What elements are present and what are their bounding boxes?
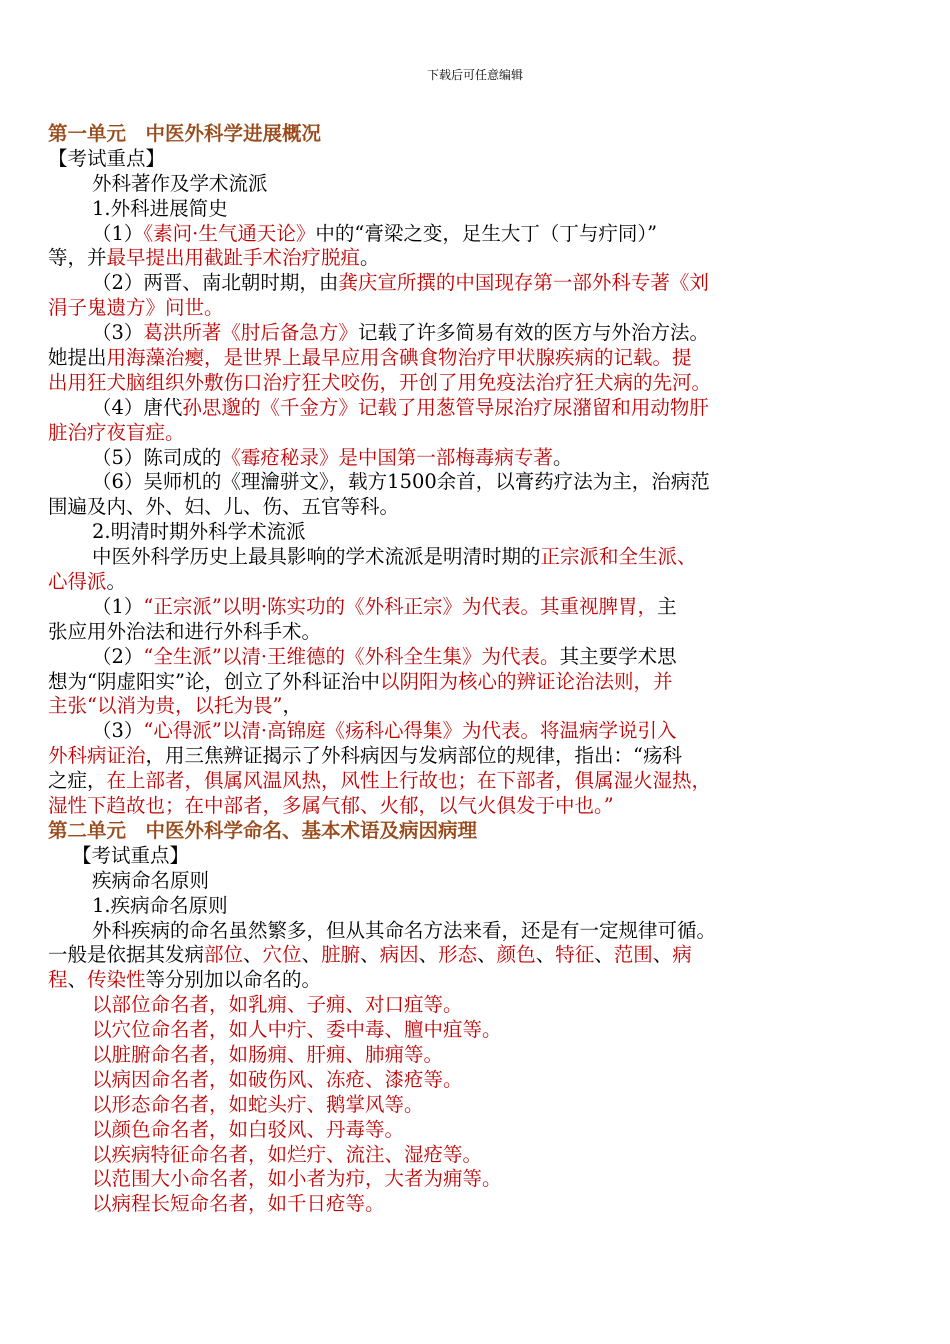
text-segment: 、 xyxy=(594,943,614,967)
text-segment: 、 xyxy=(535,943,556,967)
text-line xyxy=(48,670,848,695)
text-line xyxy=(48,844,848,869)
text-line xyxy=(48,943,848,968)
text-segment: （1） xyxy=(92,594,144,618)
text-segment: 孙思邈的《千金方》记载了用葱管导尿治疗尿潴留和用动物肝 xyxy=(182,395,709,419)
page-header: 下载后可任意编辑 xyxy=(426,68,523,82)
text-line xyxy=(48,694,848,719)
text-segment: 以部位命名者，如乳痈、子痈、对口疽等。 xyxy=(92,993,463,1017)
text-segment: 之症， xyxy=(48,769,107,793)
text-segment: 外科著作及学术流派 xyxy=(92,171,268,195)
text-segment: 、 xyxy=(652,943,673,967)
text-line xyxy=(48,769,848,794)
text-line xyxy=(48,197,848,222)
text-segment: ， xyxy=(282,694,302,718)
text-segment: 以穴位命名者，如人中疔、委中毒、膻中疽等。 xyxy=(92,1018,502,1042)
text-segment: 以病程长短命名者，如千日疮等。 xyxy=(92,1192,385,1216)
text-segment: （3） xyxy=(92,719,144,743)
text-segment: 1.外科进展简史 xyxy=(92,196,228,220)
text-segment: 以脏腑命名者，如肠痈、肝痈、肺痈等。 xyxy=(92,1042,444,1066)
text-line xyxy=(48,1167,848,1192)
text-line xyxy=(48,1043,848,1068)
text-line xyxy=(48,1018,848,1043)
text-line xyxy=(48,421,848,446)
text-segment: 主 xyxy=(657,594,677,618)
text-line xyxy=(48,396,848,421)
text-segment: 颜色 xyxy=(496,943,536,967)
text-segment: 、 xyxy=(243,943,263,967)
text-segment: 龚庆宣所撰的中国现存第一部外科专著《刘 xyxy=(338,271,709,295)
text-line xyxy=(48,819,848,844)
document-body xyxy=(48,122,848,1217)
text-segment: 想为“阴虚阳实”论，创立了外科证治中 xyxy=(48,669,380,693)
text-segment: “全生派”以清·王维德的《外科全生集》为代表。 xyxy=(143,644,560,668)
text-segment: 中医外科学历史上最具影响的学术流派是明清时期的 xyxy=(92,545,541,569)
text-line xyxy=(48,1068,848,1093)
text-segment: 围遍及内、外、妇、儿、伤、五官等科。 xyxy=(48,495,400,519)
text-segment: 在上部者，俱属风温风热，风性上行故也；在下部者，俱属湿火湿热， xyxy=(106,769,712,793)
text-segment: 以范围大小命名者，如小者为疖，大者为痈等。 xyxy=(92,1167,502,1191)
text-segment: 外科疾病的命名虽然繁多，但从其命名方法来看，还是有一定规律可循。 xyxy=(92,918,717,942)
text-segment: （6）吴师机的《理瀹骈文》，载方1500余首，以膏药疗法为主，治病范 xyxy=(92,470,710,494)
text-line xyxy=(48,371,848,396)
text-segment: 中的“膏梁之变，足生大丁（丁与疔同）” xyxy=(315,221,658,245)
text-segment: ，用三焦辨证揭示了外科病因与发病部位的规律，指出：“疡科 xyxy=(145,744,682,768)
text-segment: 外科病证治 xyxy=(48,744,146,768)
text-segment: 葛洪所著《肘后备急方》 xyxy=(143,321,358,345)
text-segment: 最早提出用截趾手术治疗脱疽 xyxy=(106,246,361,270)
text-segment: 涓子鬼遗方》问世。 xyxy=(48,296,224,320)
text-line xyxy=(48,595,848,620)
text-segment: 第一单元 中医外科学进展概况 xyxy=(48,122,322,145)
text-segment: 范围 xyxy=(613,943,653,967)
text-line xyxy=(48,993,848,1018)
text-line xyxy=(48,147,848,172)
text-segment: 【考试重点】 xyxy=(48,146,166,170)
text-line xyxy=(48,172,848,197)
text-segment: 【考试重点】 xyxy=(72,843,190,867)
text-segment: 其主要学术思 xyxy=(559,644,677,668)
text-segment: 病 xyxy=(672,943,692,967)
text-segment: 以阴阳为核心的辨证论治法则，并 xyxy=(379,669,673,693)
text-segment: 等，并 xyxy=(48,246,107,270)
text-segment: 记载了许多简易有效的医方与外治方法。 xyxy=(357,321,709,345)
text-segment: 以形态命名者，如蛇头疔、鹅掌风等。 xyxy=(92,1092,424,1116)
text-segment: 传染性 xyxy=(87,968,146,992)
text-segment: 脏治疗夜盲症。 xyxy=(48,420,185,444)
text-segment: 等分别加以命名的。 xyxy=(145,968,322,992)
text-line xyxy=(48,520,848,545)
text-segment: （5）陈司成的 xyxy=(92,445,222,469)
text-segment: 一般是依据其发病 xyxy=(48,943,205,967)
text-line xyxy=(48,122,848,147)
text-line xyxy=(48,271,848,296)
text-line xyxy=(48,1093,848,1118)
text-line xyxy=(48,1192,848,1217)
text-segment: 心得派 xyxy=(48,570,107,594)
text-line xyxy=(48,968,848,993)
text-line xyxy=(48,495,848,520)
text-segment: 形态 xyxy=(438,943,478,967)
text-line xyxy=(48,470,848,495)
text-segment: 她提出 xyxy=(48,346,107,370)
text-segment: 出用狂犬脑组织外敷伤口治疗狂犬咬伤，开创了用免疫法治疗狂犬病的先河。 xyxy=(48,370,712,394)
text-segment: 病因 xyxy=(379,943,419,967)
text-line xyxy=(48,645,848,670)
text-segment: 1.疾病命名原则 xyxy=(92,893,228,917)
text-line xyxy=(48,570,848,595)
text-segment: 、 xyxy=(360,943,380,967)
text-segment: 、 xyxy=(418,943,439,967)
text-line xyxy=(48,321,848,346)
text-line xyxy=(48,719,848,744)
text-line xyxy=(48,1118,848,1143)
text-segment: 以颜色命名者，如白驳风、丹毒等。 xyxy=(92,1117,405,1141)
text-line xyxy=(48,296,848,321)
text-line xyxy=(48,794,848,819)
text-segment: （1） xyxy=(92,221,144,245)
text-line xyxy=(48,246,848,271)
text-segment: 湿性下趋故也；在中部者，多属气郁、火郁，以气火俱发于中也。” xyxy=(48,794,614,818)
text-segment: 脏腑 xyxy=(321,943,361,967)
text-line xyxy=(48,346,848,371)
text-segment: 正宗派和全生派、 xyxy=(540,545,697,569)
text-segment: 第二单元 中医外科学命名、基本术语及病因病理 xyxy=(48,818,478,842)
text-segment: （2） xyxy=(92,644,144,668)
text-segment: 。 xyxy=(552,445,573,469)
text-segment: 张应用外治法和进行外科手术。 xyxy=(48,619,322,643)
text-segment: 疾病命名原则 xyxy=(92,868,210,892)
text-segment: （4）唐代 xyxy=(92,395,183,419)
text-line xyxy=(48,545,848,570)
text-segment: 特征 xyxy=(555,943,595,967)
text-segment: 以病因命名者，如破伤风、冻疮、漆疮等。 xyxy=(92,1067,463,1091)
text-line xyxy=(48,919,848,944)
text-segment: （3） xyxy=(92,321,144,345)
text-segment: 。 xyxy=(106,570,127,594)
text-segment: 、 xyxy=(477,943,497,967)
text-segment: 穴位 xyxy=(262,943,302,967)
text-line xyxy=(48,894,848,919)
text-segment: “正宗派”以明·陈实功的《外科正宗》为代表。其重视脾胃， xyxy=(143,594,658,618)
text-segment: （2）两晋、南北朝时期，由 xyxy=(92,271,339,295)
text-segment: 主张“以消为贵，以托为畏” xyxy=(48,694,283,718)
text-line xyxy=(48,744,848,769)
text-segment: 《素问·生气通天论》 xyxy=(143,221,316,245)
text-segment: 。 xyxy=(360,246,380,270)
text-segment: 《霉疮秘录》是中国第一部梅毒病专著 xyxy=(221,445,553,469)
text-line xyxy=(48,1143,848,1168)
text-segment: 2.明清时期外科学术流派 xyxy=(92,520,306,544)
text-line xyxy=(48,222,848,247)
text-segment: “心得派”以清·高锦庭《疡科心得集》为代表。将温病学说引入 xyxy=(143,719,677,743)
text-line xyxy=(48,869,848,894)
text-line xyxy=(48,446,848,471)
text-segment: 部位 xyxy=(204,943,244,967)
text-segment: 程 xyxy=(48,968,68,992)
text-line xyxy=(48,620,848,645)
text-segment: 、 xyxy=(67,968,88,992)
text-segment: 、 xyxy=(301,943,322,967)
text-segment: 用海藻治瘿，是世界上最早应用含碘食物治疗甲状腺疾病的记载。提 xyxy=(106,346,692,370)
text-segment: 以疾病特征命名者，如烂疔、流注、湿疮等。 xyxy=(92,1142,483,1166)
